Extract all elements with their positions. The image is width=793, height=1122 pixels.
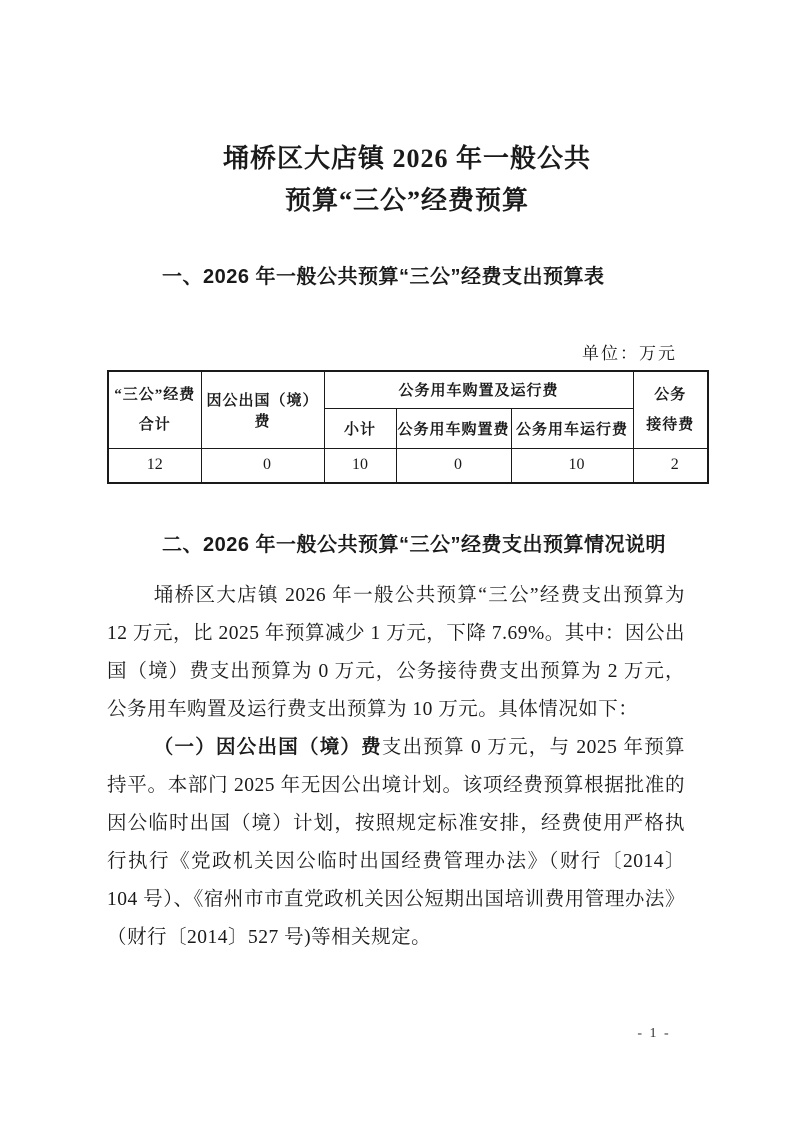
header-vehicle-subtotal: 小计 [324, 408, 396, 448]
explanation-paragraph-1: 埇桥区大店镇 2026 年一般公共预算“三公”经费支出预算为 12 万元，比 2025 年预算减少 1 万元，下降 7.69%。其中：因公出国（境）费支出预算为 0 万元，公务接待费支出预算为 2 万元，公务用车购置及运行费支出预算为 10 万元。具体情况如下： [107, 585, 685, 720]
cell-vehicle-operation: 10 [511, 448, 633, 483]
cell-sanfei-total: 12 [108, 448, 201, 483]
cell-reception-fee: 2 [633, 448, 708, 483]
document-content [107, 0, 707, 957]
header-reception-fee-line1: 公务 [654, 386, 687, 403]
document-title-line1: 埇桥区大店镇 2026 年一般公共 [222, 144, 591, 173]
explanation-paragraph-2 [107, 729, 685, 957]
header-vehicle-purchase: 公务用车购置费 [396, 408, 511, 448]
document-title [107, 0, 707, 222]
sanfei-budget-table [107, 370, 709, 484]
header-sanfei-total-line1: “三公”经费 [114, 386, 196, 403]
header-sanfei-total [108, 371, 201, 448]
cell-vehicle-subtotal: 10 [324, 448, 396, 483]
table-unit-label: 单位：万元 [582, 344, 677, 363]
cell-vehicle-purchase: 0 [396, 448, 511, 483]
section-two-heading: 二、2026 年一般公共预算“三公”经费支出预算情况说明 [162, 534, 667, 556]
paragraph-2-body: 支出预算 0 万元，与 2025 年预算持平。本部门 2025 年无因公出境计划。该项经费预算根据批准的因公临时出国（境）计划，按照规定标准安排，经费使用严格执行执行《党政机关因公临时出国经费管理办法》（财行〔2014〕104 号）、《宿州市市直党政机关因公短期出国培训费用管理办法》（财行〔2014〕527 号)等相关规定。 [107, 737, 685, 948]
header-abroad-fee: 因公出国（境）费 [201, 371, 324, 448]
cell-abroad-fee: 0 [201, 448, 324, 483]
header-reception-fee-line2: 接待费 [646, 416, 695, 433]
table-header-row-1 [108, 371, 708, 408]
paragraph-2-bold-lead: （一）因公出国（境）费 [153, 737, 382, 758]
header-vehicle-group: 公务用车购置及运行费 [324, 371, 633, 408]
table-data-row [108, 448, 708, 483]
section-one-heading: 一、2026 年一般公共预算“三公”经费支出预算表 [162, 266, 605, 288]
header-sanfei-total-line2: 合计 [138, 416, 171, 433]
page-number: - 1 - [637, 1026, 671, 1041]
header-vehicle-operation: 公务用车运行费 [511, 408, 633, 448]
header-reception-fee [633, 371, 708, 448]
document-title-line2: 预算“三公”经费预算 [284, 186, 529, 215]
